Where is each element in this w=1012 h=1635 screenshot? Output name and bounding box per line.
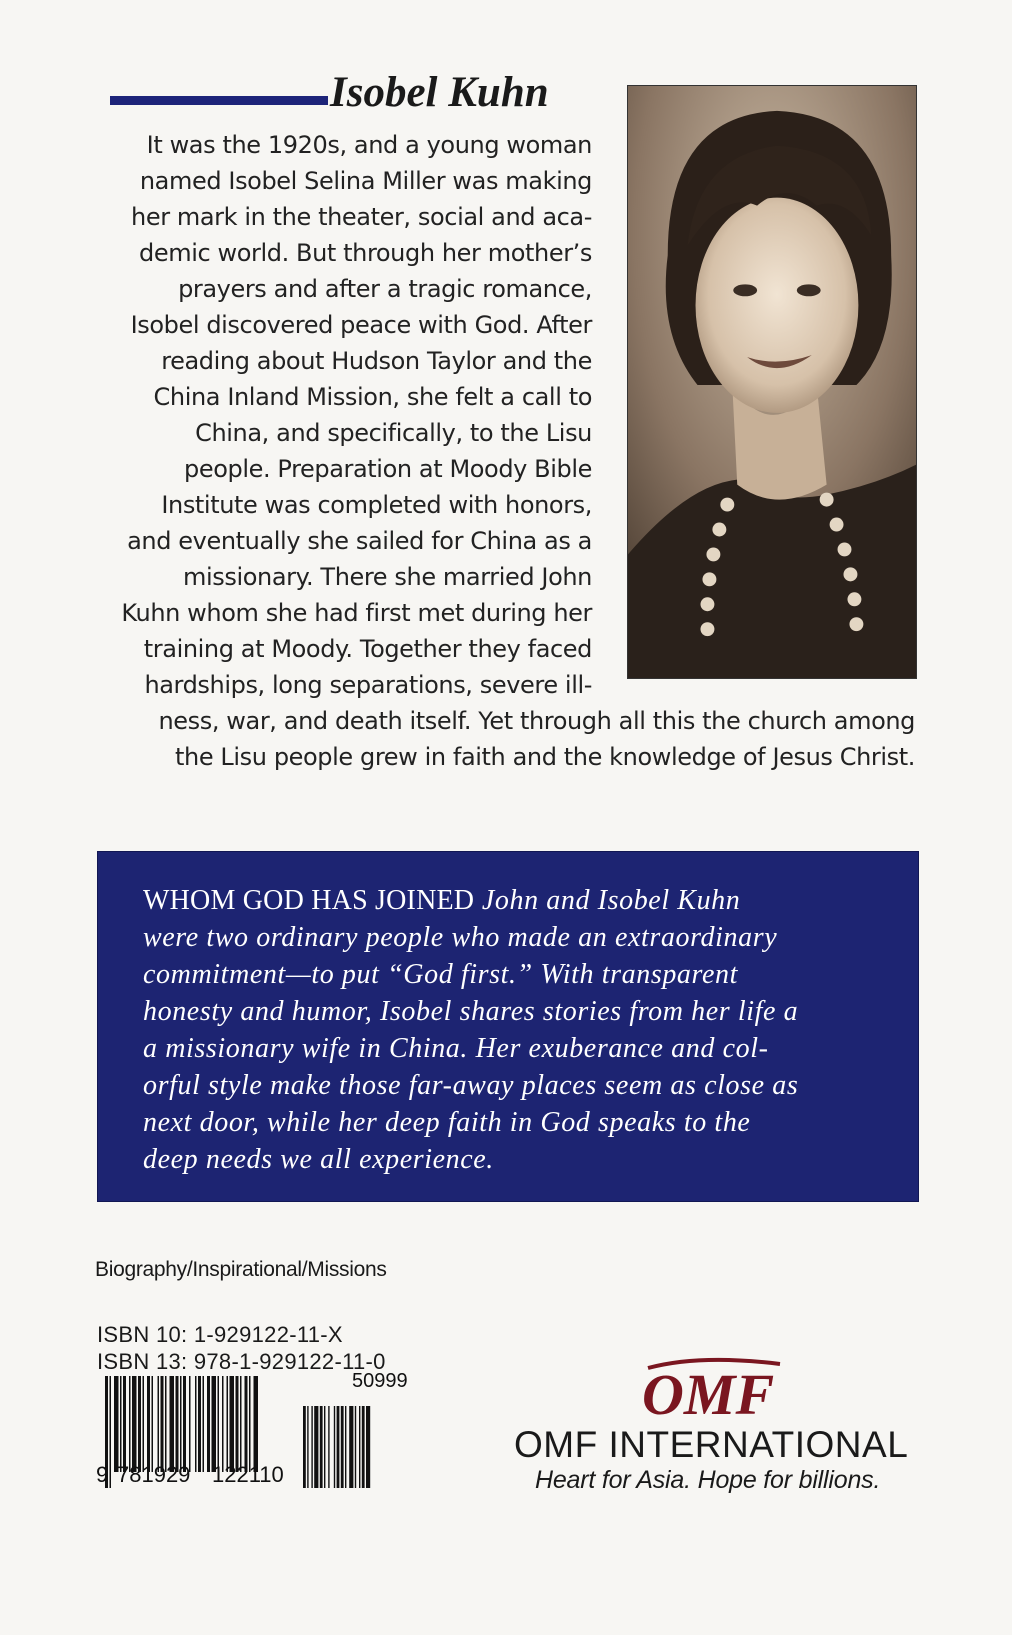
barcode-bar	[114, 1376, 119, 1472]
bio-line: named Isobel Selina Miller was making	[139, 167, 592, 195]
barcode-bar	[198, 1376, 201, 1472]
omf-logo-text: OMF	[642, 1362, 775, 1427]
barcode-bar	[158, 1376, 160, 1472]
bio-line: Isobel discovered peace with God. After	[130, 311, 592, 339]
barcode-bar	[170, 1376, 175, 1472]
barcode-bar	[120, 1376, 122, 1472]
bio-line: reading about Hudson Taylor and the	[161, 347, 592, 375]
bio-line: demic world. But through her mother’s	[139, 239, 592, 267]
barcode-bar	[212, 1376, 217, 1472]
barcode-bar	[230, 1376, 235, 1472]
barcode-addon-bar	[320, 1406, 323, 1488]
barcode-bar	[152, 1376, 154, 1472]
barcode-addon-bar	[337, 1406, 340, 1488]
barcode-addon-bar	[362, 1406, 365, 1488]
isbn-13: ISBN 13: 978-1-929122-11-0	[97, 1349, 386, 1374]
omf-logo	[640, 1352, 790, 1430]
barcode-bar	[123, 1376, 126, 1472]
blurb-line: were two ordinary people who made an extraordinary	[143, 922, 778, 953]
publisher-tagline: Heart for Asia. Hope for billions.	[535, 1466, 881, 1494]
barcode-addon-bar	[324, 1406, 325, 1488]
portrait-photo	[627, 85, 917, 679]
barcode-bar	[143, 1376, 145, 1472]
bio-line: training at Moody. Together they faced	[143, 635, 592, 663]
barcode-bar	[222, 1376, 224, 1472]
barcode-addon-bar	[355, 1406, 356, 1488]
bio-line: missionary. There she married John	[183, 563, 592, 591]
barcode-bar	[227, 1376, 229, 1472]
barcode-addon-bar	[303, 1406, 306, 1488]
barcode-addon-bar	[366, 1406, 370, 1488]
category-label: Biography/Inspirational/Missions	[95, 1258, 387, 1281]
bio-line: Institute was completed with honors,	[161, 491, 592, 519]
barcode-addon-bar	[328, 1406, 329, 1488]
blurb-heading: WHOM GOD HAS JOINED	[143, 885, 475, 916]
barcode-price-code: 50999	[352, 1370, 408, 1392]
portrait-illustration	[628, 86, 916, 678]
barcode-bar	[195, 1376, 197, 1472]
barcode-bar	[245, 1376, 248, 1472]
barcode-bar	[183, 1376, 186, 1472]
blurb-line: honesty and humor, Isobel shares stories from her life a	[143, 996, 799, 1027]
barcode-addon-bar	[359, 1406, 360, 1488]
barcode-bar	[180, 1376, 182, 1472]
barcode-bar	[138, 1376, 141, 1472]
barcode-bar	[161, 1376, 164, 1472]
bio-line: the Lisu people grew in faith and the knowledge of Jesus Christ.	[175, 743, 915, 771]
barcode-bar	[254, 1376, 259, 1472]
bio-line: and eventually she sailed for China as a	[127, 527, 592, 555]
bio-line: prayers and after a tragic romance,	[178, 275, 592, 303]
barcode-addon-bar	[307, 1406, 308, 1488]
barcode-bar	[165, 1376, 167, 1472]
title-rule	[110, 96, 328, 105]
barcode-bar	[189, 1376, 191, 1472]
blurb-line: a missionary wife in China. Her exuberance and col-	[143, 1033, 769, 1064]
blurb-line: next door, while her deep faith in God speaks to the	[143, 1107, 751, 1138]
barcode-bar	[147, 1376, 150, 1472]
blurb-box	[97, 851, 919, 1202]
barcode-bar	[176, 1376, 179, 1472]
barcode-bar	[110, 1376, 112, 1488]
barcode-addon-bar	[311, 1406, 312, 1488]
bio-line: ness, war, and death itself. Yet through all this the church among	[158, 707, 915, 735]
bio-line: people. Preparation at Moody Bible	[184, 455, 592, 483]
isbn-10: ISBN 10: 1-929122-11-X	[97, 1322, 343, 1347]
barcode-bar	[236, 1376, 239, 1472]
publisher-name: OMF INTERNATIONAL	[514, 1424, 909, 1465]
barcode-addon-bar	[349, 1406, 353, 1488]
blurb-line: deep needs we all experience.	[143, 1144, 494, 1175]
bio-line: It was the 1920s, and a young woman	[146, 131, 592, 159]
barcode-right-digits: 122110	[212, 1462, 284, 1487]
omf-logo-mark	[640, 1352, 790, 1430]
blurb-line-first	[143, 882, 740, 919]
blurb-line: orful style make those far-away places seem as close as	[143, 1070, 799, 1101]
bio-line: China Inland Mission, she felt a call to	[153, 383, 592, 411]
barcode-bar	[218, 1376, 220, 1472]
barcode-addon-bar	[341, 1406, 344, 1488]
barcode-lead-digit: 9	[96, 1462, 109, 1487]
bio-line: China, and specifically, to the Lisu	[195, 419, 592, 447]
blurb-line: commitment—to put “God first.” With transparent	[143, 959, 738, 990]
barcode-addon-bar	[345, 1406, 346, 1488]
bio-line: hardships, long separations, severe ill-	[144, 671, 592, 699]
blurb-first-line-rest: John and Isobel Kuhn	[481, 885, 741, 916]
barcode-left-digits: 781929	[117, 1462, 191, 1487]
barcode-bar	[249, 1376, 251, 1472]
barcode-bar	[203, 1376, 205, 1472]
book-title: Isobel Kuhn	[330, 69, 549, 116]
bio-line: her mark in the theater, social and aca-	[131, 203, 592, 231]
bio-line: Kuhn whom she had first met during her	[121, 599, 592, 627]
barcode-bar	[240, 1376, 242, 1472]
barcode-bar	[207, 1376, 210, 1472]
barcode-bar	[129, 1376, 131, 1472]
barcode-addon-bar	[314, 1406, 318, 1488]
barcode-bar	[132, 1376, 137, 1472]
barcode-addon-bar	[334, 1406, 335, 1488]
